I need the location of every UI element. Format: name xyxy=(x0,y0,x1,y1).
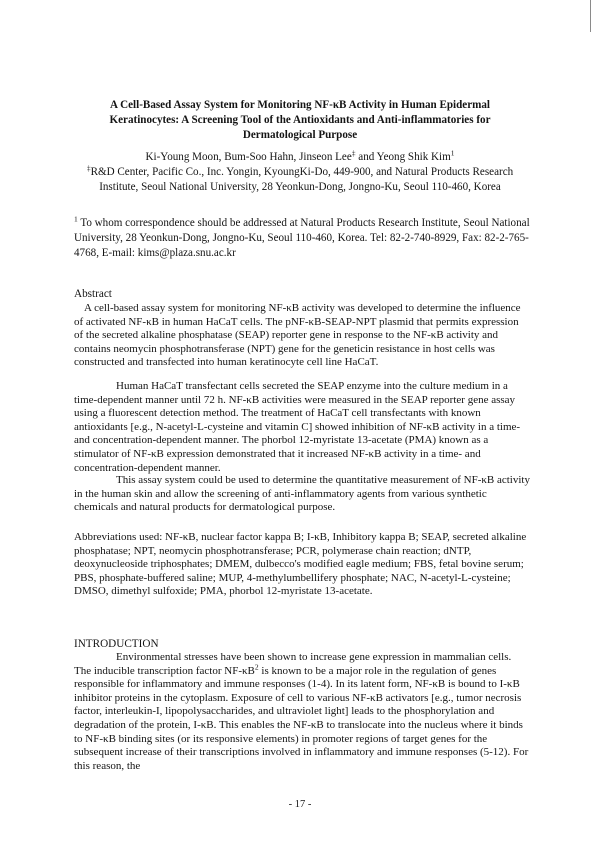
footnote-mark: 1 xyxy=(74,214,78,224)
author-names: Ki-Young Moon, Bum-Soo Hahn, Jinseon Lee xyxy=(145,151,352,163)
lee-affiliation-mark: ‡ xyxy=(351,148,356,158)
intro-text-rest: is known to be a major role in the regulation of genes responsible for inflammatory and immune responses (1-4). In its latent form, NF-κB is bound to I-κB inhibitor proteins in the cytoplasm. Exposure of cell to various NF-κB activators [e.g., tumor necrosis factor, interleukin-I, lipopolysaccharides, and ultraviolet light] leads to the phosphorylation and degradation of the protein, I-κB. This enables the NF-κB to translocate into the nucleus where it binds to NF-κB binding sites (or its responsive elements) in promoter regions of target genes for the subsequent increase of their transcriptions involved in inflammatory and immune responses (5-12). For this reason, the xyxy=(74,664,529,772)
kim-footnote-mark: 1 xyxy=(450,148,455,158)
introduction-paragraph xyxy=(74,651,530,773)
abstract-heading: Abstract xyxy=(74,288,112,300)
scan-edge-line xyxy=(590,0,591,32)
intro-text-start: Environmental stresses have been shown to increase gene expression in mammalian cells. The inducible transcription factor NF-κB xyxy=(74,651,512,677)
abstract-paragraph-3: This assay system could be used to determine the quantitative measurement of NF-κB activity in the human skin and allow the screening of anti-inflammatory agents from various synthetic chemicals and natural products for dermatological purpose. xyxy=(74,474,530,514)
abstract-paragraph-2: Human HaCaT transfectant cells secreted the SEAP enzyme into the culture medium in a time-dependent manner until 72 h. NF-κB activities were measured in the SEAP reporter gene assay using a fluorescent detection method. The treatment of HaCaT cell transfectants with known antioxidants [e.g., N-acetyl-L-cysteine and vitamin C] showed inhibition of NF-κB activity in a time- and concentration-dependent manner. The phorbol 12-myristate 13-acetate (PMA) known as a stimulator of NF-κB expression demonstrated that it increased NF-κB activity in a time- and concentration-dependent manner. xyxy=(74,380,521,474)
affiliation xyxy=(70,165,530,195)
author-list xyxy=(70,150,530,165)
author-block xyxy=(70,150,530,195)
paper-title: A Cell-Based Assay System for Monitoring NF-κB Activity in Human Epidermal Keratinocytes: A Screening Tool of the Antioxidants and Anti-inflammatories for Dermatological Purpose xyxy=(109,99,491,141)
correspondence-footnote xyxy=(74,216,530,261)
intro-superscript: 2 xyxy=(254,661,259,671)
introduction-heading: INTRODUCTION xyxy=(74,638,159,650)
abstract-paragraph-1: A cell-based assay system for monitoring NF-κB activity was developed to determine the influence of activated NF-κB in human HaCaT cells. The pNF-κB-SEAP-NPT plasmid that permits expression of the secreted alkaline phosphatase (SEAP) reporter gene in response to the NF-κB activity and contains neomycin phosphotransferase (NPT) gene for the geneticin resistance in host cells was constructed and transfected into human keratinocyte cell line HaCaT. xyxy=(74,302,521,369)
affiliation-text: R&D Center, Pacific Co., Inc. Yongin, KyoungKi-Do, 449-900, and Natural Products Research Institute, Seoul National University, 28 Yeonkun-Dong, Jongno-Ku, Seoul 110-460, Korea xyxy=(90,166,514,193)
abbreviations-paragraph: Abbreviations used: NF-κB, nuclear factor kappa B; I-κB, Inhibitory kappa B; SEAP, secreted alkaline phosphatase; NPT, neomycin phosphotransferase; PCR, polymerase chain reaction; dNTP, deoxynucleoside triphosphates; DMEM, dulbecco's modified eagle medium; FBS, fetal bovine serum; PBS, phosphate-buffered saline; MUP, 4-methylumbellifery phosphate; NAC, N-acetyl-L-cysteine; DMSO, dimethyl sulfoxide; PMA, phorbol 12-myristate 13-acetate. xyxy=(74,531,527,598)
affiliation-mark: ‡ xyxy=(86,163,91,173)
footnote-text: To whom correspondence should be addressed at Natural Products Research Institute, Seoul National University, 28 Yeonkun-Dong, Jongno-Ku, Seoul 110-460, Korea. Tel: 82-2-740-8929, Fax: 82-2-765-4768, E-mail: kims@plaza.snu.ac.kr xyxy=(74,217,530,259)
author-last: and Yeong Shik Kim xyxy=(355,151,451,163)
page-number: - 17 - xyxy=(288,799,312,810)
